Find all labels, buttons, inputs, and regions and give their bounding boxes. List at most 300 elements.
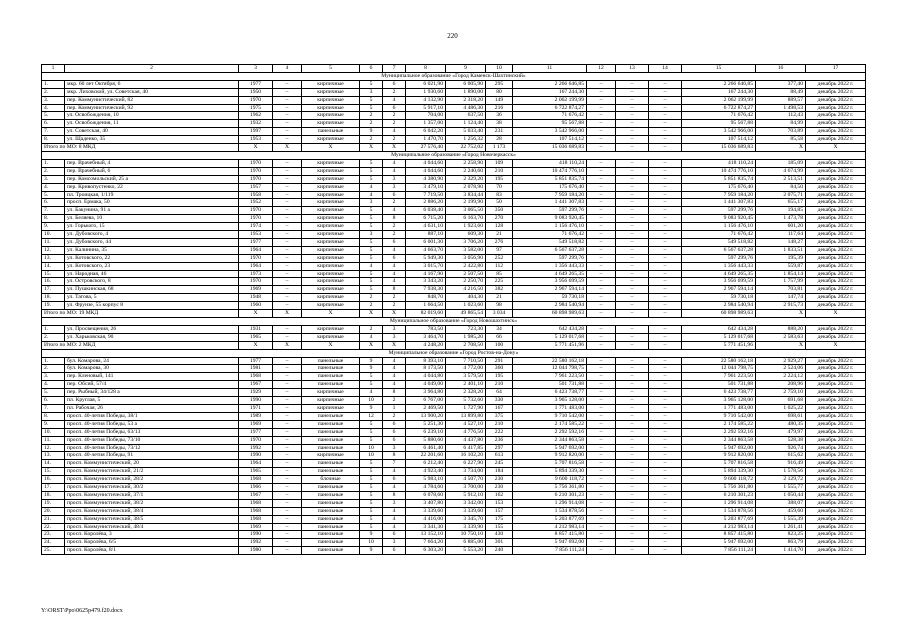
table-cell: кирпичные (302, 136, 360, 144)
table-cell: 14. (42, 262, 65, 270)
table-cell: 13 899,80 (446, 412, 486, 420)
table-cell: 1967 (239, 381, 273, 389)
table-cell: – (273, 286, 302, 294)
table-cell: 3 (383, 444, 406, 452)
table-cell: 6 038,40 (406, 207, 446, 215)
table-row (42, 507, 866, 515)
table-cell: – (273, 476, 302, 484)
table-cell: 3 (383, 499, 406, 507)
table-cell: – (616, 254, 649, 262)
table-cell: кирпичные (302, 238, 360, 246)
table-cell: 7 959 184,20 (682, 191, 756, 199)
table-cell: 13 (616, 65, 649, 73)
table-cell: 2 344 863,58 (513, 436, 587, 444)
register-table-wrapper (41, 64, 865, 555)
table-cell: – (273, 136, 302, 144)
table-cell: 1. (42, 80, 65, 88)
table-cell: 4 (383, 468, 406, 476)
table-cell: 926,74 (756, 444, 806, 452)
table-cell: кирпичные (302, 96, 360, 104)
table-cell: 4 (383, 262, 406, 270)
table-row (42, 420, 866, 428)
table-cell: 3 (360, 231, 383, 239)
table-cell: – (587, 389, 616, 397)
table-cell: – (587, 491, 616, 499)
table-cell: 210 (486, 167, 513, 175)
table-cell: просп. Коммунистический, 48/4 (65, 523, 239, 531)
table-cell: – (587, 341, 616, 349)
table-cell: – (587, 120, 616, 128)
table-cell: 3 542 966,00 (513, 128, 587, 136)
table-cell: 64 (486, 389, 513, 397)
table-cell: – (273, 333, 302, 341)
table-cell: декабрь 2022 г. (806, 175, 866, 183)
table-cell: – (273, 547, 302, 555)
table-cell: декабрь 2022 г. (806, 254, 866, 262)
table-cell: – (587, 199, 616, 207)
table-cell: 167 (486, 404, 513, 412)
table-cell: 84,99 (756, 120, 806, 128)
table-cell: – (273, 270, 302, 278)
table-cell: 5 (360, 515, 383, 523)
table-cell: 4 (360, 191, 383, 199)
table-cell: – (616, 547, 649, 555)
table-row (42, 460, 866, 468)
table-cell: 112,43 (756, 112, 806, 120)
table-cell: 8 (406, 65, 446, 73)
table-cell: 2 129,72 (756, 476, 806, 484)
table-cell: 4 380,90 (406, 175, 446, 183)
table-cell: – (649, 499, 682, 507)
table-cell: 6 239,10 (406, 428, 446, 436)
table-cell: – (587, 397, 616, 405)
table-cell: 9 083 920,45 (682, 215, 756, 223)
table-cell: 7. (42, 404, 65, 412)
table-row (42, 547, 866, 555)
table-cell: – (587, 183, 616, 191)
table-cell: ул. Пушкинская, 68 (65, 286, 239, 294)
table-cell: 11 (513, 65, 587, 73)
table-cell: 2 174 585,22 (682, 420, 756, 428)
table-cell: 3 339,60 (406, 507, 446, 515)
table-cell: 7 961 223,50 (682, 373, 756, 381)
table-cell: 9 (360, 547, 383, 555)
table-cell: 4. (42, 381, 65, 389)
table-cell: – (649, 128, 682, 136)
table-cell: 2 (383, 136, 406, 144)
table-cell: декабрь 2022 г. (806, 515, 866, 523)
table-cell: 7. (42, 207, 65, 215)
table-row (42, 80, 866, 88)
table-cell: 6 423 738,77 (682, 389, 756, 397)
table-cell: 1 296 914,08 (513, 499, 587, 507)
table-row (42, 373, 866, 381)
table-cell: 5 (360, 468, 383, 476)
table-cell: – (587, 476, 616, 484)
table-cell: – (273, 420, 302, 428)
table-cell: 5 (302, 65, 360, 73)
table-cell: 1970 (239, 207, 273, 215)
table-cell: Итого по МО: 8 МКД (42, 144, 239, 152)
municipality-total-row (42, 341, 866, 349)
table-cell: 4 (383, 278, 406, 286)
table-cell: 7 710,50 (446, 357, 486, 365)
table-cell: 418 110,24 (682, 159, 756, 167)
table-row (42, 539, 866, 547)
table-cell: – (587, 404, 616, 412)
table-cell: 6 885,00 (446, 539, 486, 547)
table-cell: декабрь 2022 г. (806, 112, 866, 120)
table-cell: 1 664,50 (406, 302, 446, 310)
table-row (42, 381, 866, 389)
table-cell: 5 203 877,69 (682, 515, 756, 523)
table-cell: ул. Островского, 8 (65, 278, 239, 286)
table-row (42, 365, 866, 373)
table-cell: 16. (42, 278, 65, 286)
table-cell: 1 025,22 (756, 404, 806, 412)
table-cell: 2 318,20 (446, 96, 486, 104)
table-cell: 3 834,44 (446, 191, 486, 199)
table-cell: 916,49 (756, 460, 806, 468)
table-cell: – (587, 412, 616, 420)
table-cell: 71 676,42 (682, 112, 756, 120)
table-cell: 4. (42, 183, 65, 191)
table-cell: – (649, 397, 682, 405)
table-cell: 1992 (239, 539, 273, 547)
table-cell: – (649, 191, 682, 199)
table-cell: 1 261,41 (756, 523, 806, 531)
table-cell: – (616, 523, 649, 531)
table-cell: 245 (486, 460, 513, 468)
table-cell: 2 (360, 112, 383, 120)
table-cell: 597 299,76 (513, 207, 587, 215)
table-cell: – (616, 207, 649, 215)
table-cell: 155 (486, 523, 513, 531)
table-cell: 18. (42, 294, 65, 302)
table-cell: – (616, 136, 649, 144)
table-cell: 12. (42, 444, 65, 452)
table-cell: – (649, 183, 682, 191)
table-cell: 36 (486, 112, 513, 120)
table-cell: 888,20 (756, 325, 806, 333)
table-cell: 2 (383, 88, 406, 96)
table-cell: 5 (360, 523, 383, 531)
table-cell: 10 (360, 397, 383, 405)
table-cell: 5 851 835,74 (682, 175, 756, 183)
table-cell: – (616, 373, 649, 381)
table-cell: – (649, 167, 682, 175)
table-cell: кирпичные (302, 389, 360, 397)
document-path: Y:\ORST\Ppo\0625p479.f20.docx (41, 608, 123, 614)
table-cell: 1966 (239, 484, 273, 492)
table-cell: ул. Просвещения, 26 (65, 325, 239, 333)
table-cell: 8 (383, 389, 406, 397)
table-cell: 6 (383, 254, 406, 262)
table-cell: – (587, 112, 616, 120)
table-cell: 5 (360, 104, 383, 112)
table-cell: 1968 (239, 507, 273, 515)
table-cell: панельные (302, 515, 360, 523)
table-cell: – (649, 452, 682, 460)
table-cell: 3 343,20 (406, 278, 446, 286)
table-cell: – (649, 238, 682, 246)
table-cell: 4 (383, 128, 406, 136)
table-cell: панельные (302, 428, 360, 436)
table-cell: 5 203 877,69 (513, 515, 587, 523)
table-cell: 5 707 816,58 (513, 460, 587, 468)
table-cell: – (587, 484, 616, 492)
table-cell: 1968 (239, 499, 273, 507)
table-cell: 2 (383, 199, 406, 207)
table-cell: декабрь 2022 г. (806, 412, 866, 420)
table-cell: 5 129 017,68 (513, 333, 587, 341)
table-cell: 4 248,20 (406, 341, 446, 349)
table-cell: – (587, 428, 616, 436)
table-cell: 1975 (239, 104, 273, 112)
table-cell: 1990 (239, 531, 273, 539)
table-cell: декабрь 2022 г. (806, 523, 866, 531)
table-cell: 1 050,44 (756, 491, 806, 499)
table-cell: 10 (360, 444, 383, 452)
table-cell: панельные (302, 468, 360, 476)
table-cell: панельные (302, 412, 360, 420)
table-cell: 5 (360, 246, 383, 254)
table-cell: – (273, 397, 302, 405)
table-cell: – (587, 444, 616, 452)
table-cell: 528,38 (756, 436, 806, 444)
table-cell: 655,17 (756, 199, 806, 207)
municipality-section-row (42, 72, 866, 80)
table-cell: 2 250,70 (446, 278, 486, 286)
table-cell: декабрь 2022 г. (806, 491, 866, 499)
table-cell: 642 434,28 (682, 325, 756, 333)
table-cell: 703,89 (756, 128, 806, 136)
table-cell: 1 441 307,83 (513, 199, 587, 207)
table-cell: 2 (383, 223, 406, 231)
table-cell: 6 (383, 476, 406, 484)
table-cell: 5 (360, 223, 383, 231)
table-cell: – (649, 325, 682, 333)
table-cell: декабрь 2022 г. (806, 246, 866, 254)
table-cell: 1 470,70 (406, 136, 446, 144)
table-cell: – (616, 262, 649, 270)
table-cell: 107 514,12 (513, 136, 587, 144)
table-cell: 5 (360, 420, 383, 428)
table-cell: 148,27 (756, 238, 806, 246)
table-cell: декабрь 2022 г. (806, 397, 866, 405)
table-cell: 2 (360, 136, 383, 144)
table-cell: 3 965 128,00 (682, 397, 756, 405)
table-cell: кирпичные (302, 207, 360, 215)
table-cell: 3 706,20 (446, 238, 486, 246)
table-row (42, 104, 866, 112)
table-cell: 3 (383, 175, 406, 183)
table-cell: 3 339,60 (446, 507, 486, 515)
table-cell: 4 416,00 (406, 515, 446, 523)
table-cell: 5 912,10 (446, 491, 486, 499)
table-cell: – (616, 199, 649, 207)
table-cell: 1968 (239, 476, 273, 484)
table-cell: 83 (486, 191, 513, 199)
table-cell: – (587, 159, 616, 167)
table-cell: X (360, 310, 383, 318)
table-row (42, 531, 866, 539)
table-cell: 5 (360, 238, 383, 246)
table-cell: 5 917,10 (406, 104, 446, 112)
table-cell: 50 (486, 199, 513, 207)
table-cell: ул. Беляева, 10 (65, 215, 239, 223)
table-cell: 1 357,00 (406, 120, 446, 128)
table-cell: 1971 (239, 404, 273, 412)
table-cell: – (587, 365, 616, 373)
table-cell: пер. Врачебный, 4 (65, 159, 239, 167)
table-cell: – (587, 452, 616, 460)
table-cell: 1929 (239, 389, 273, 397)
table-cell: – (273, 365, 302, 373)
municipality-section-row (42, 349, 866, 357)
table-cell: 252 (486, 254, 513, 262)
table-cell: 59 730,18 (513, 294, 587, 302)
table-row (42, 523, 866, 531)
table-cell: 1. (42, 159, 65, 167)
table-cell: 5 (360, 428, 383, 436)
table-cell: 297 (486, 444, 513, 452)
table-cell: панельные (302, 460, 360, 468)
table-cell: декабрь 2022 г. (806, 159, 866, 167)
table-row (42, 278, 866, 286)
table-cell: Муниципальное образование «Город Новошахтинск» (42, 318, 866, 326)
table-cell: 25. (42, 547, 65, 555)
table-cell: кирпичные (302, 199, 360, 207)
table-cell: 6 567 637,28 (682, 246, 756, 254)
table-row (42, 120, 866, 128)
table-cell: 1969 (239, 420, 273, 428)
table-cell: – (649, 231, 682, 239)
table-cell: декабрь 2022 г. (806, 325, 866, 333)
table-cell: – (273, 254, 302, 262)
table-cell: – (649, 365, 682, 373)
table-cell: – (616, 223, 649, 231)
table-cell: X (302, 310, 360, 318)
table-cell: 16 102,20 (446, 452, 486, 460)
table-cell: кирпичные (302, 404, 360, 412)
table-cell: – (649, 254, 682, 262)
table-cell: 3 965 128,00 (513, 397, 587, 405)
table-cell: – (587, 88, 616, 96)
table-cell: декабрь 2022 г. (806, 262, 866, 270)
table-cell: 230 (486, 484, 513, 492)
table-cell: 2 (383, 231, 406, 239)
table-cell: 6 (383, 531, 406, 539)
table-cell: – (587, 515, 616, 523)
table-cell: 2 583,63 (756, 333, 806, 341)
table-cell: – (587, 333, 616, 341)
table-cell: 301 (486, 539, 513, 547)
table-cell: – (616, 238, 649, 246)
table-cell: – (273, 452, 302, 460)
table-cell: – (616, 531, 649, 539)
table-cell: – (616, 460, 649, 468)
table-cell: декабрь 2022 г. (806, 96, 866, 104)
table-cell: пер. Кривопустенко, 22 (65, 183, 239, 191)
table-cell: 1 356 443,33 (682, 262, 756, 270)
table-cell: 2 199,90 (446, 199, 486, 207)
table-cell: – (649, 547, 682, 555)
table-cell: 1968 (239, 373, 273, 381)
table-cell: X (756, 144, 806, 152)
table-cell: – (649, 278, 682, 286)
table-cell: 5 (360, 175, 383, 183)
table-cell: 222 (486, 428, 513, 436)
table-cell: декабрь 2022 г. (806, 199, 866, 207)
table-cell: 330 (486, 397, 513, 405)
table-cell: 783,50 (406, 325, 446, 333)
table-cell: – (616, 389, 649, 397)
table-cell: 8 (383, 215, 406, 223)
table-cell: 3 542 966,00 (682, 128, 756, 136)
table-cell: – (616, 539, 649, 547)
table-cell: 4. (42, 104, 65, 112)
table-cell: – (587, 325, 616, 333)
table-cell: 15 036 689,83 (682, 144, 756, 152)
table-cell: 15. (42, 468, 65, 476)
table-cell: 13. (42, 254, 65, 262)
table-cell: – (616, 88, 649, 96)
table-cell: 1 555,39 (756, 515, 806, 523)
table-cell: 11. (42, 238, 65, 246)
table-cell: 4 663,70 (406, 246, 446, 254)
table-cell: 8. (42, 412, 65, 420)
table-cell: 88,49 (756, 88, 806, 96)
table-cell: 16. (42, 476, 65, 484)
table-cell: пер. Коммунистический, 82 (65, 96, 239, 104)
table-cell: – (587, 420, 616, 428)
table-cell: 80 (486, 88, 513, 96)
table-cell: ул. Калинина, 35 (65, 246, 239, 254)
table-cell: 1 833,51 (756, 246, 806, 254)
table-cell: 6 (383, 104, 406, 112)
table-cell: – (587, 547, 616, 555)
table-cell: 8 393,10 (406, 357, 446, 365)
table-cell: – (649, 531, 682, 539)
table-cell: просп. Коммунистический, 30/2 (65, 484, 239, 492)
table-cell: 21 (486, 294, 513, 302)
table-cell: 5 851 835,74 (513, 175, 587, 183)
table-cell: декабрь 2022 г. (806, 302, 866, 310)
table-cell: – (273, 191, 302, 199)
table-cell: 7. (42, 128, 65, 136)
table-cell: – (649, 373, 682, 381)
table-cell: 3 065,50 (446, 207, 486, 215)
table-cell: 4 486,30 (446, 104, 486, 112)
table-cell: панельные (302, 381, 360, 389)
table-cell: панельные (302, 128, 360, 136)
table-cell: – (616, 120, 649, 128)
table-cell: 4 (383, 515, 406, 523)
table-cell: 175 676,40 (682, 183, 756, 191)
table-cell: 2 967 594,14 (513, 286, 587, 294)
table-cell: 59 730,18 (682, 294, 756, 302)
table-cell: X (273, 310, 302, 318)
table-cell: – (649, 215, 682, 223)
table-cell: 1964 (239, 246, 273, 254)
table-cell: 360 (486, 365, 513, 373)
table-cell: – (273, 175, 302, 183)
table-cell: 1 473,78 (756, 215, 806, 223)
table-cell: 7 856 111,24 (513, 547, 587, 555)
table-cell: 10 750,10 (446, 531, 486, 539)
table-cell: 642 434,28 (513, 325, 587, 333)
